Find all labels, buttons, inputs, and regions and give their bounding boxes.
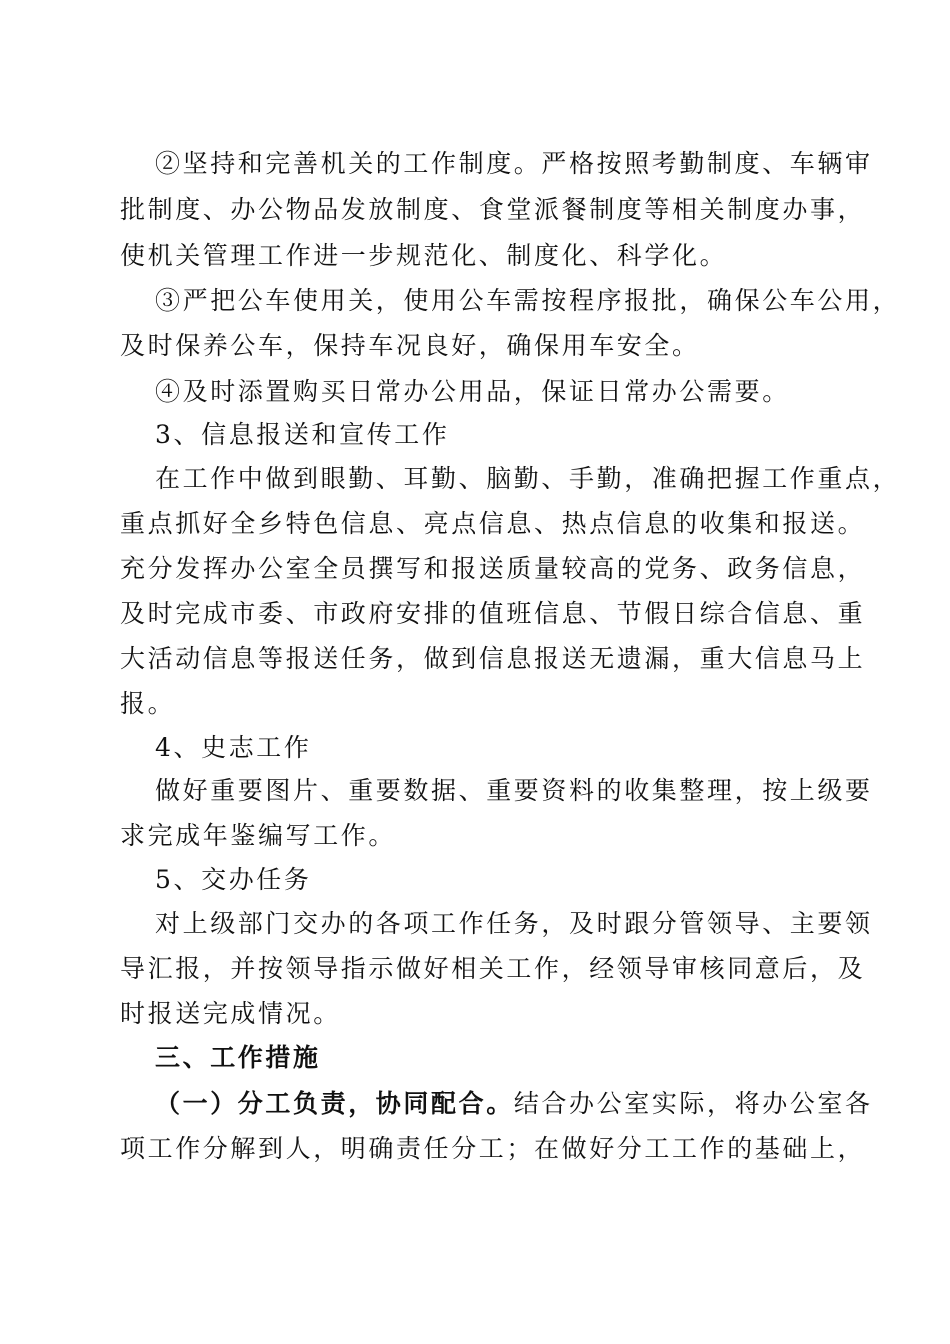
section-heading: 3、信息报送和宣传工作 bbox=[155, 420, 450, 449]
paragraph-line: 及时完成市委、市政府安排的值班信息、节假日综合信息、重 bbox=[120, 599, 866, 628]
paragraph-line: 导汇报，并按领导指示做好相关工作，经领导审核同意后，及 bbox=[120, 954, 866, 983]
chapter-heading: 三、工作措施 bbox=[155, 1043, 321, 1072]
paragraph-line: 充分发挥办公室全员撰写和报送质量较高的党务、政务信息， bbox=[120, 554, 866, 583]
paragraph-line: 及时保养公车，保持车况良好，确保用车安全。 bbox=[120, 331, 700, 360]
paragraph-line: 在工作中做到眼勤、耳勤、脑勤、手勤，准确把握工作重点， bbox=[155, 464, 901, 493]
paragraph-line: 时报送完成情况。 bbox=[120, 999, 341, 1028]
paragraph-text: 结合办公室实际，将办公室各 bbox=[513, 1089, 873, 1118]
paragraph-line: 使机关管理工作进一步规范化、制度化、科学化。 bbox=[120, 241, 728, 270]
paragraph-line: 大活动信息等报送任务，做到信息报送无遗漏，重大信息马上 bbox=[120, 644, 866, 673]
paragraph-line: ②坚持和完善机关的工作制度。严格按照考勤制度、车辆审 bbox=[155, 149, 873, 178]
paragraph-line: ④及时添置购买日常办公用品，保证日常办公需要。 bbox=[155, 377, 790, 406]
paragraph-line: ③严把公车使用关，使用公车需按程序报批，确保公车公用， bbox=[155, 286, 901, 315]
paragraph-line: 对上级部门交办的各项工作任务，及时跟分管领导、主要领 bbox=[155, 909, 873, 938]
paragraph-line bbox=[155, 1088, 873, 1120]
paragraph-line: 项工作分解到人，明确责任分工；在做好分工工作的基础上， bbox=[120, 1134, 866, 1163]
paragraph-line: 重点抓好全乡特色信息、亮点信息、热点信息的收集和报送。 bbox=[120, 509, 866, 538]
paragraph-line: 报。 bbox=[120, 689, 176, 718]
paragraph-line: 求完成年鉴编写工作。 bbox=[120, 821, 397, 850]
paragraph-line: 批制度、办公物品发放制度、食堂派餐制度等相关制度办事， bbox=[120, 195, 866, 224]
bold-lead: （一）分工负责，协同配合。 bbox=[155, 1089, 514, 1118]
section-heading: 5、交办任务 bbox=[155, 865, 312, 894]
paragraph-line: 做好重要图片、重要数据、重要资料的收集整理，按上级要 bbox=[155, 776, 873, 805]
section-heading: 4、史志工作 bbox=[155, 733, 312, 762]
